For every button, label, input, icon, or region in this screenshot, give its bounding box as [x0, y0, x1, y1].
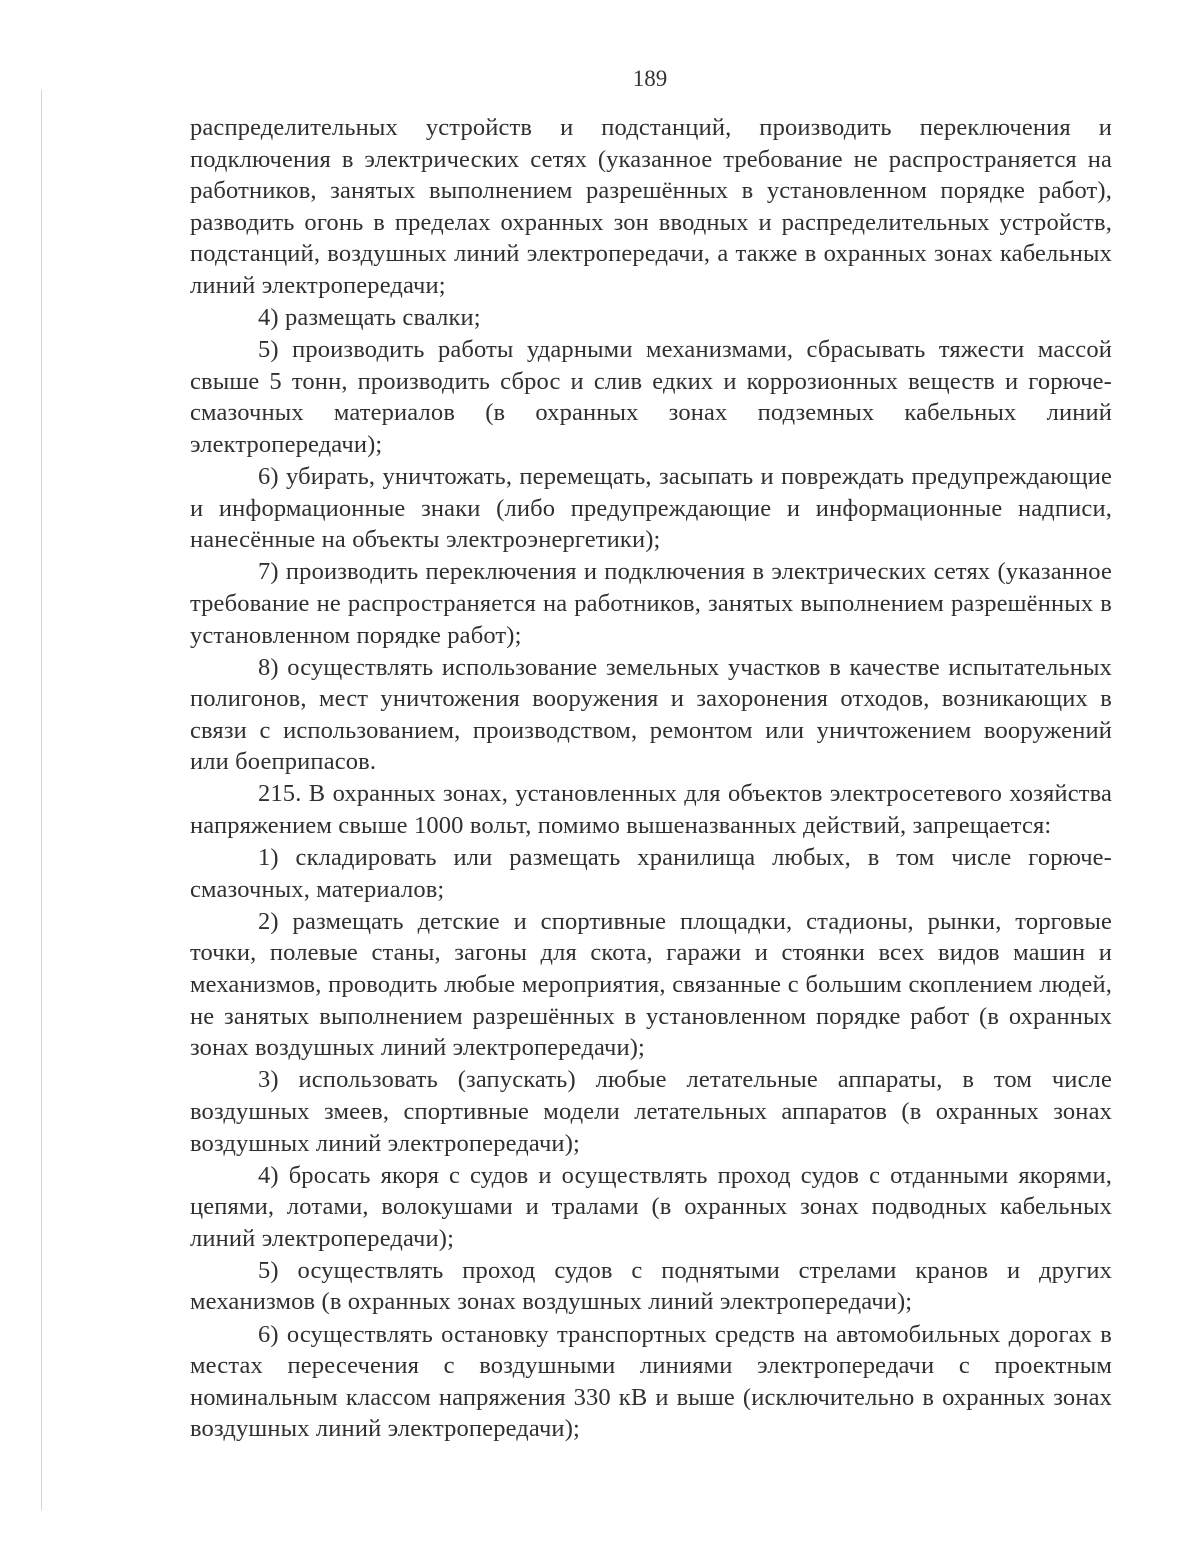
document-body	[190, 112, 1112, 1445]
section-215-item-4: 4) бросать якоря с судов и осуществлять проход судов с отданными якорями, цепями, лотами, волокушами и тралами (в охранных зонах подводных кабельных линий электропередачи);	[190, 1161, 1112, 1252]
list-item-5: 5) производить работы ударными механизмами, сбрасывать тяжести массой свыше 5 тонн, производить сброс и слив едких и коррозионных веществ и горюче-смазочных материалов (в охранных зонах подземных кабельных линий электропередачи);	[190, 336, 1112, 458]
section-215-item-3: 3) использовать (запускать) любые летательные аппараты, в том числе воздушных змеев, спортивные модели летательных аппаратов (в охранных зонах воздушных линий электропередачи);	[190, 1066, 1112, 1157]
section-215-item-6: 6) осуществлять остановку транспортных средств на автомобильных дорогах в местах пересечения с воздушными линиями электропередачи с проектным номинальным классом напряжения 330 кВ и выше (исключительно в охранных зонах воздушных линий электропередачи);	[190, 1320, 1112, 1443]
list-item-7: 7) производить переключения и подключения в электрических сетях (указанное требование не распространяется на работников, занятых выполнением разрешённых в установленном порядке работ);	[190, 558, 1112, 649]
paragraph-continuation: распределительных устройств и подстанций, производить переключения и подключения в электрических сетях (указанное требование не распространяется на работников, занятых выполнением разрешённых в установленном порядке работ), разводить огонь в пределах охранных зон вводных и распределительных устройств, подстанций, воздушных линий электропередачи, а также в охранных зонах кабельных линий электропередачи;	[190, 114, 1112, 299]
section-215-item-5: 5) осуществлять проход судов с поднятыми стрелами кранов и других механизмов (в охранных зонах воздушных линий электропередачи);	[190, 1256, 1112, 1316]
list-item-6: 6) убирать, уничтожать, перемещать, засыпать и повреждать предупреждающие и информационные знаки (либо предупреждающие и информационные надписи, нанесённые на объекты электроэнергетики);	[190, 463, 1112, 554]
scan-margin-line	[41, 90, 42, 1510]
section-215-item-2: 2) размещать детские и спортивные площадки, стадионы, рынки, торговые точки, полевые станы, загоны для скота, гаражи и стоянки всех видов машин и механизмов, проводить любые мероприятия, связанные с большим скоплением людей, не занятых выполнением разрешённых в установленном порядке работ (в охранных зонах воздушных линий электропередачи);	[190, 907, 1112, 1062]
list-item-4: 4) размещать свалки;	[258, 304, 481, 332]
section-215-item-1: 1) складировать или размещать хранилища любых, в том числе горюче-смазочных, материалов;	[190, 844, 1112, 903]
list-item-8: 8) осуществлять использование земельных участков в качестве испытательных полигонов, мест уничтожения вооружения и захоронения отходов, возникающих в связи с использованием, производством, ремонтом или уничтожением вооружений или боеприпасов.	[190, 653, 1112, 776]
page-number: 189	[632, 66, 668, 91]
section-215: 215. В охранных зонах, установленных для объектов электросетевого хозяйства напряжением свыше 1000 вольт, помимо вышеназванных действий, запрещается:	[190, 780, 1112, 840]
